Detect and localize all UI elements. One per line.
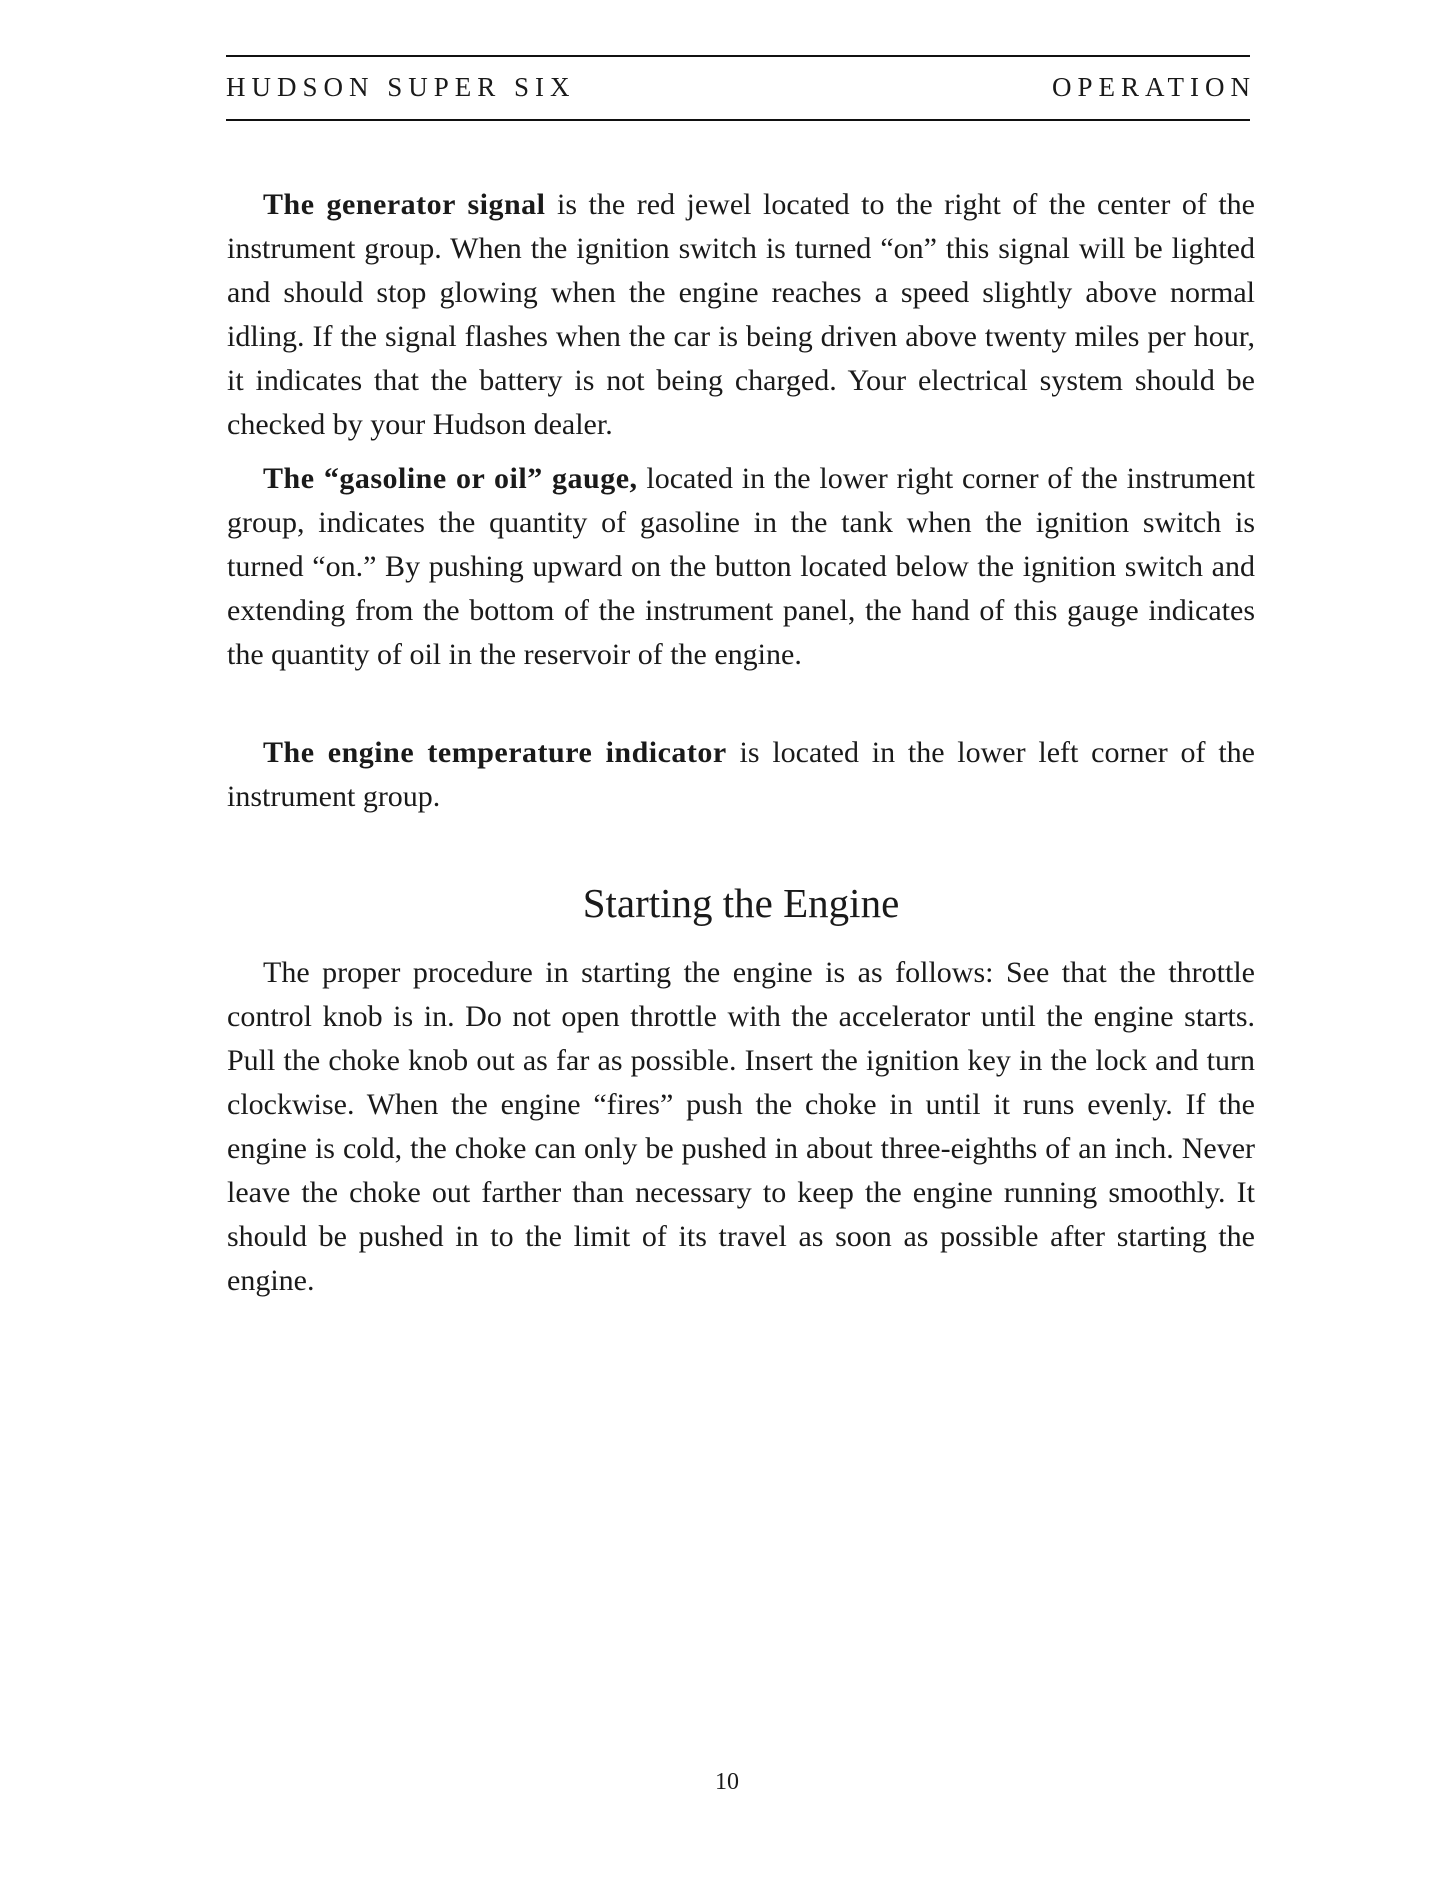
temperature-indicator-paragraph <box>227 731 1255 819</box>
gasoline-oil-gauge-paragraph <box>227 457 1255 677</box>
section-heading: Starting the Engine <box>582 880 900 926</box>
starting-engine-paragraph: The proper procedure in starting the engine is as follows: See that the throttle control knob is in. Do not open throttle with the accelerator until the engine starts. Pull the choke knob out as far as possible. Insert the ignition key in the lock and turn clockwise. When the engine “fires” push the choke in until it runs evenly. If the engine is cold, the choke can only be pushed in about three-eighths of an inch. Never leave the choke out farther than necessary to keep the engine running smoothly. It should be pushed in to the limit of its travel as soon as possible after starting the engine. <box>227 956 1255 1297</box>
paragraph-lead: The generator signal <box>263 188 546 221</box>
paragraph-text: is the red jewel located to the right of the center of the instrument group. When the ignition switch is turned “on” this signal will be lighted and should stop glowing when the engine reaches a speed slightly above normal idling. If the signal flashes when the car is being driven above twenty miles per hour, it indicates that the battery is not being charged. Your electrical system should be checked by your Hudson dealer. <box>227 188 1256 441</box>
header-title: HUDSON SUPER SIX <box>226 72 576 102</box>
generator-signal-paragraph <box>227 183 1255 447</box>
paragraph-text: is located in the lower left corner of the instrument group. <box>227 736 1255 813</box>
paragraph-lead: The “gasoline or oil” gauge, <box>263 462 638 495</box>
paragraph-lead: The engine temperature indicator <box>263 736 727 769</box>
running-header <box>226 55 1256 121</box>
paragraph-text: located in the lower right corner of the instrument group, indicates the quantity of gasoline in the tank when the ignition switch is turned “on.” By pushing upward on the button located below the ignition switch and extending from the bottom of the instrument panel, the hand of this gauge indicates the quantity of oil in the reservoir of the engine. <box>227 462 1255 671</box>
page-number: 10 <box>715 1769 739 1795</box>
header-section: OPERATION <box>1051 72 1256 102</box>
